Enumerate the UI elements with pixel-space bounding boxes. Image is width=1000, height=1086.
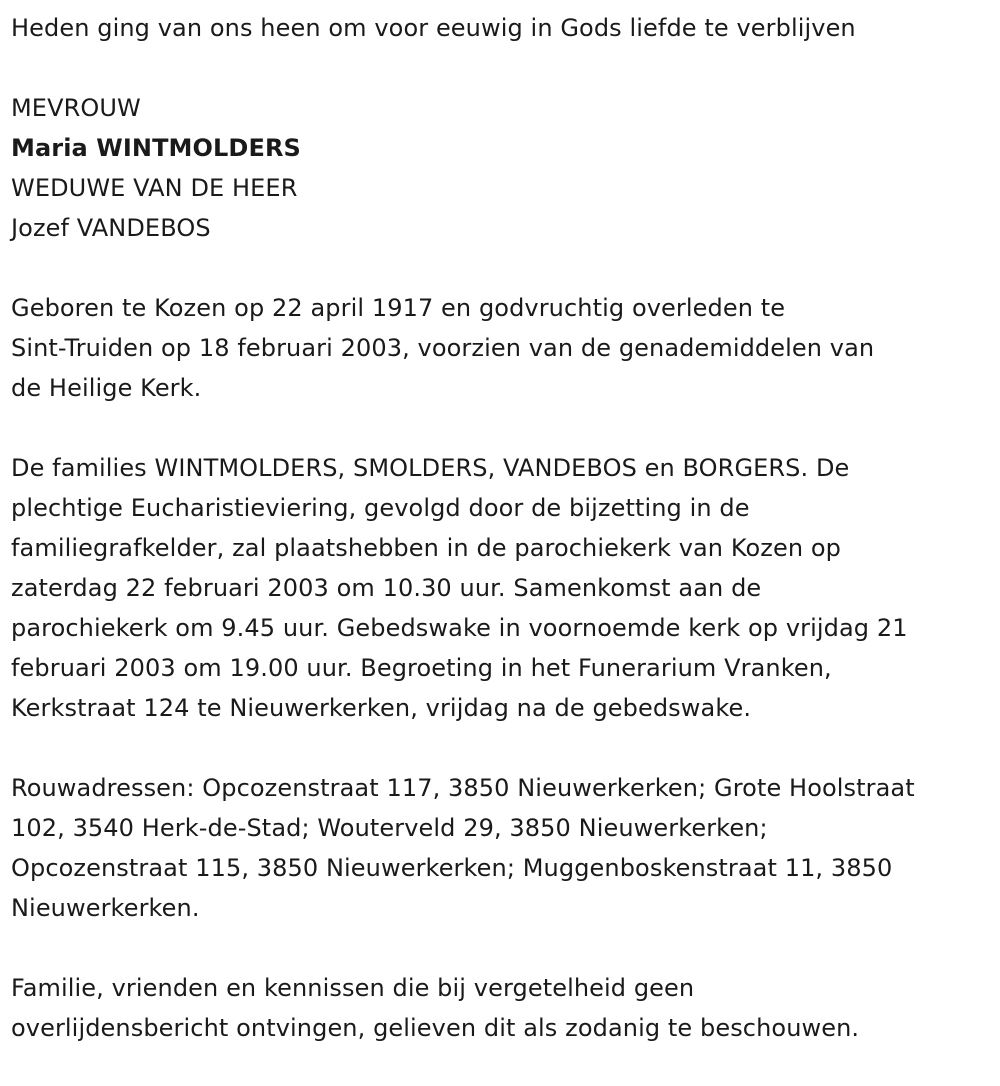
ceremony-paragraph: De families WINTMOLDERS, SMOLDERS, VANDEBOS en BORGERS. De plechtige Eucharistieviering, gevolgd door de bijzetting in de familiegrafkelder, zal plaatshebben in de parochiekerk van Kozen op zaterdag 22 februari 2003 om 10.30 uur. Samenkomst aan de parochiekerk om 9.45 uur. Gebedswake in voornoemde kerk op vrijdag 21 februari 2003 om 19.00 uur. Begroeting in het Funerarium Vranken, Kerkstraat 124 te Nieuwerkerken, vrijdag na de gebedswake. xyxy=(11,454,908,722)
addresses-paragraph: Rouwadressen: Opcozenstraat 117, 3850 Nieuwerkerken; Grote Hoolstraat 102, 3540 Herk-de-Stad; Wouterveld 29, 3850 Nieuwerkerken; Opcozenstraat 115, 3850 Nieuwerkerken; Muggenboskenstraat 11, 3850 Nieuwerkerken. xyxy=(11,774,915,922)
spouse-name: Jozef VANDEBOS xyxy=(11,214,211,242)
spacer xyxy=(11,728,990,768)
intro-line: Heden ging van ons heen om voor eeuwig in Gods liefde te verblijven xyxy=(11,14,856,42)
birth-death-paragraph: Geboren te Kozen op 22 april 1917 en godvruchtig overleden te Sint-Truiden op 18 februari 2003, voorzien van de genademiddelen van de Heilige Kerk. xyxy=(11,294,875,402)
spacer xyxy=(11,248,990,288)
title-line: MEVROUW xyxy=(11,94,141,122)
spacer xyxy=(11,48,990,88)
closing-paragraph: Familie, vrienden en kennissen die bij vergetelheid geen overlijdensbericht ontvingen, gelieven dit als zodanig te beschouwen. xyxy=(11,974,860,1042)
relation-line: WEDUWE VAN DE HEER xyxy=(11,174,298,202)
spacer xyxy=(11,408,990,448)
spacer xyxy=(11,928,990,968)
deceased-name: Maria WINTMOLDERS xyxy=(11,134,301,162)
